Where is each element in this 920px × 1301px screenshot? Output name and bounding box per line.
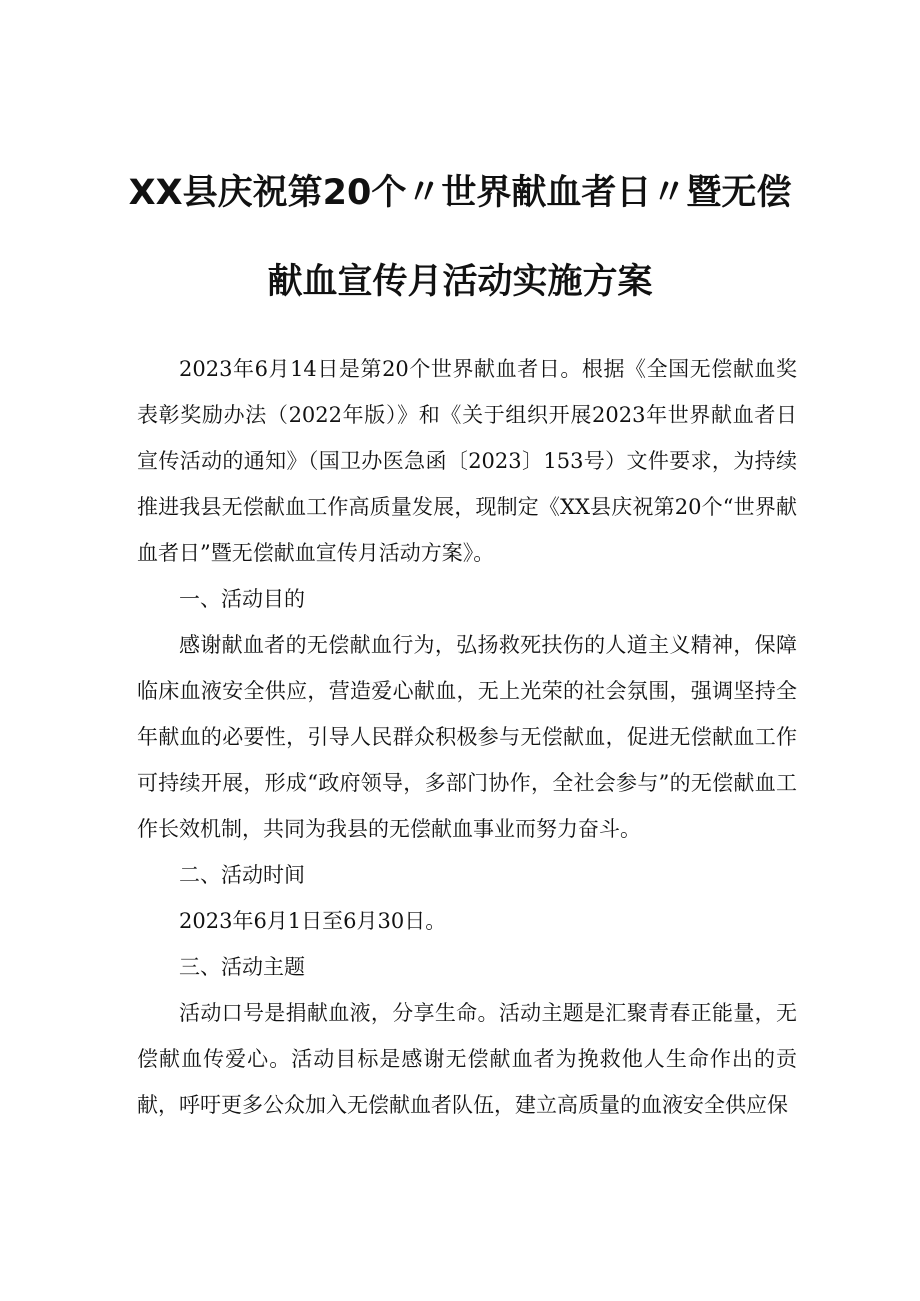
section-heading-theme: 三、活动主题	[179, 955, 305, 979]
section-paragraph-purpose: 感谢献血者的无偿献血行为，弘扬救死扶伤的人道主义精神，保障临床血液安全供应，营造爱心献血，无上光荣的社会氛围，强调坚持全年献血的必要性，引导人民群众积极参与无偿献血，促进无偿献血工作可持续开展，形成“政府领导，多部门协作，全社会参与”的无偿献血工作长效机制，共同为我县的无偿献血事业而努力奋斗。	[137, 633, 797, 841]
document-title-line-2: 献血宣传月活动实施方案	[267, 262, 653, 302]
section-heading-purpose: 一、活动目的	[179, 587, 305, 611]
section-paragraph-time: 2023年6月1日至6月30日。	[179, 909, 447, 933]
document-title-line-1: XX县庆祝第20个〃世界献血者日〃暨无偿	[128, 173, 792, 213]
section-paragraph-theme: 活动口号是捐献血液，分享生命。活动主题是汇聚青春正能量，无偿献血传爱心。活动目标是感谢无偿献血者为挽救他人生命作出的贡献，呼吁更多公众加入无偿献血者队伍，建立高质量的血液安全供应保	[137, 1001, 797, 1117]
section-heading-time: 二、活动时间	[179, 863, 305, 887]
document-body	[137, 346, 797, 1128]
intro-paragraph: 2023年6月14日是第20个世界献血者日。根据《全国无偿献血奖表彰奖励办法（2022年版）》和《关于组织开展2023年世界献血者日宣传活动的通知》（国卫办医急函〔2023〕153号）文件要求，为持续推进我县无偿献血工作高质量发展，现制定《XX县庆祝第20个“世界献血者日”暨无偿献血宣传月活动方案》。	[137, 357, 797, 565]
